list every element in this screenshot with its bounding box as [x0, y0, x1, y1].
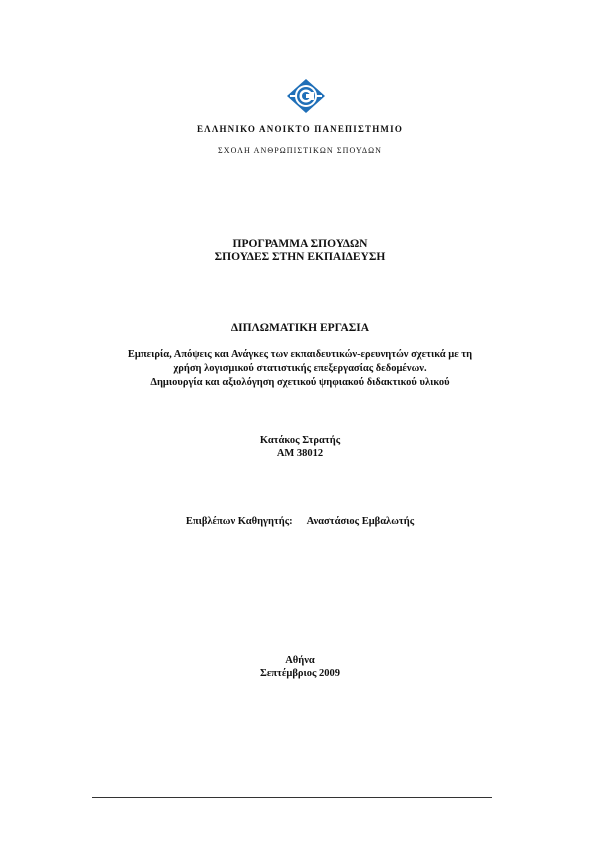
thesis-type: ΔΙΠΛΩΜΑΤΙΚΗ ΕΡΓΑΣΙΑ [230, 322, 370, 334]
university-seal-logo-icon [286, 78, 326, 114]
footer-divider [92, 797, 492, 798]
thesis-title-text: Δημιουργία και αξιολόγηση σχετικού ψηφιακού διδακτικού υλικού [150, 377, 450, 388]
program-name: ΣΠΟΥΔΕΣ ΣΤΗΝ ΕΚΠΑΙΔΕΥΣΗ [214, 251, 386, 263]
thesis-title-line-3 [0, 376, 600, 390]
thesis-title-line-1 [0, 348, 600, 362]
thesis-title-text: Εμπειρία, Απόψεις και Ανάγκες των εκπαιδευτικών-ερευνητών σχετικά με τη [127, 349, 473, 360]
supervisor-label: Επιβλέπων Καθηγητής: [185, 516, 293, 527]
thesis-title-text: χρήση λογισμικού στατιστικής επεξεργασίας δεδομένων. [173, 363, 427, 374]
supervisor-line [0, 516, 600, 527]
program-label: ΠΡΟΓΡΑΜΜΑ ΣΠΟΥΔΩΝ [232, 238, 368, 250]
date: Σεπτέμβριος 2009 [259, 668, 341, 679]
author-name: Κατάκος Στρατής [259, 435, 341, 446]
university-name: ΕΛΛΗΝΙΚΟ ΑΝΟΙΚΤΟ ΠΑΝΕΠΙΣΤΗΜΙΟ [196, 124, 404, 134]
city: Αθήνα [285, 655, 315, 666]
author-id: ΑΜ 38012 [276, 448, 324, 459]
school-name: ΣΧΟΛΗ ΑΝΘΡΩΠΙΣΤΙΚΩΝ ΣΠΟΥΔΩΝ [218, 146, 382, 155]
thesis-title-line-2 [0, 362, 600, 376]
supervisor-name: Αναστάσιος Εμβαλωτής [306, 516, 415, 527]
